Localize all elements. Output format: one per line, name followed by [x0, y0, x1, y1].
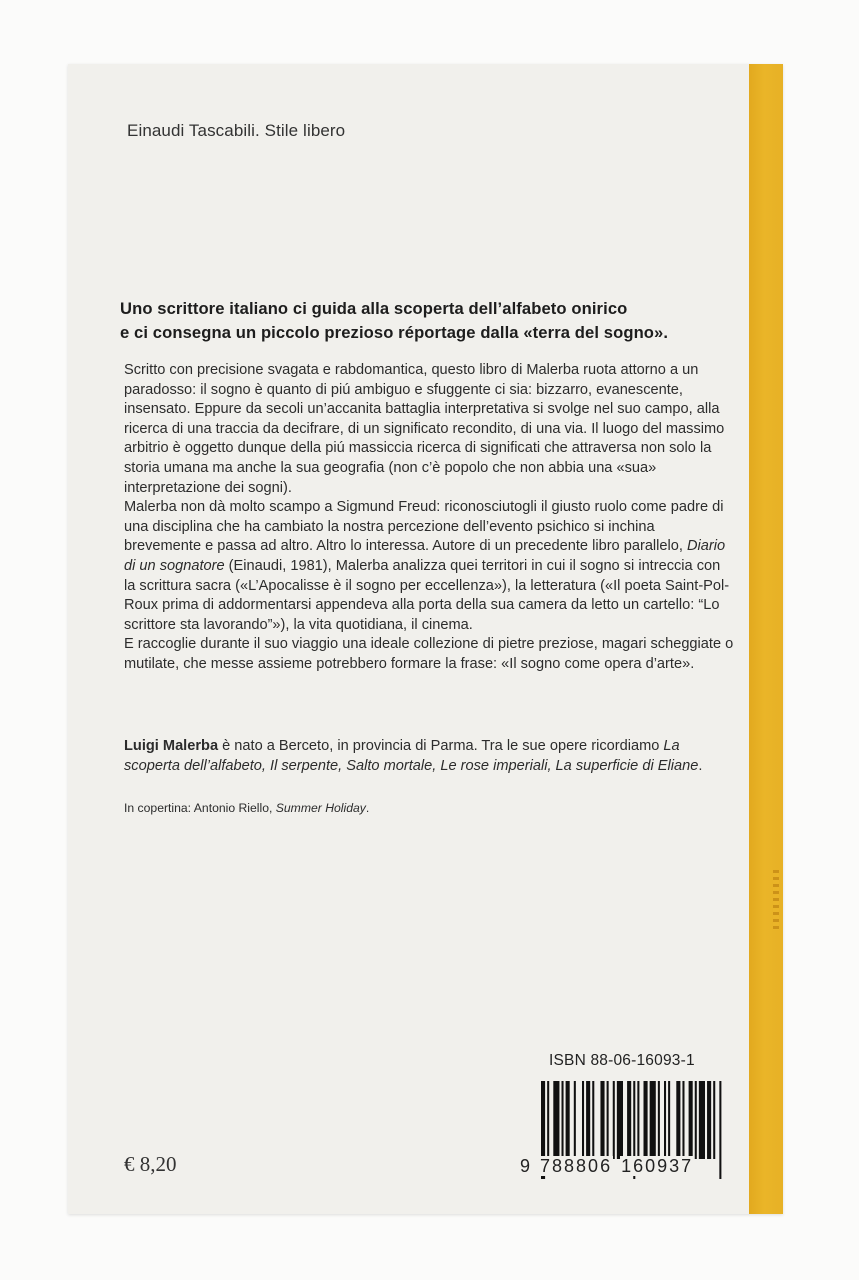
series-name: Einaudi Tascabili. Stile libero	[127, 121, 346, 140]
blurb-paragraph-2	[124, 498, 734, 635]
spine-mark	[773, 870, 779, 930]
barcode-bar	[658, 1081, 660, 1159]
cover-credit-end: .	[365, 801, 370, 815]
barcode-bar	[699, 1081, 705, 1159]
barcode-bar	[586, 1081, 590, 1159]
barcode-bar	[600, 1081, 604, 1159]
headline-line-2: e ci consegna un piccolo prezioso réportage dalla «terra del sogno».	[120, 323, 669, 342]
blurb-headline	[120, 297, 730, 345]
barcode-bar	[562, 1081, 564, 1159]
headline-line-1: Uno scrittore italiano ci guida alla scoperta dell’alfabeto onirico	[120, 299, 628, 318]
barcode-digit-first: 9	[520, 1156, 533, 1176]
cover-credit	[124, 801, 724, 815]
author-name: Luigi Malerba	[124, 738, 219, 754]
book-spine-edge	[749, 64, 783, 1214]
author-bio-text: è nato a Berceto, in provincia di Parma. Tra le sue opere ricordiamo	[218, 738, 664, 754]
barcode-bar	[574, 1081, 576, 1159]
blurb-paragraph-2-part-b: (Einaudi, 1981), Malerba analizza quei territori in cui il sogno si intreccia con la scrittura sacra («L’Apocalisse è il sogno per eccellenza»), la letteratura («Il poeta Saint-Pol-Roux prima di addormentarsi appendeva alla porta della sua camera da letto un cartello: “Lo scrittore sta lavorando”»), la vita quotidiana, il cinema.	[124, 557, 730, 633]
barcode-bar	[547, 1081, 549, 1159]
barcode-bar	[582, 1081, 584, 1159]
blurb-body	[124, 361, 734, 675]
author-bio-end: .	[698, 757, 703, 774]
barcode-bar	[664, 1081, 666, 1159]
isbn-label: ISBN 88-06-16093-1	[549, 1052, 695, 1069]
barcode-bar	[644, 1081, 648, 1159]
book-title-diario: Diario di un sognatore	[124, 538, 726, 574]
barcode-bar	[566, 1081, 570, 1159]
barcode-bar	[592, 1081, 594, 1159]
cover-credit-prefix: In copertina: Antonio Riello,	[124, 801, 276, 815]
blurb-paragraph-1: Scritto con precisione svagata e rabdomantica, questo libro di Malerba ruota attorno a un paradosso: il sogno è quanto di piú ambiguo e sfuggente ci sia: bizzarro, evanescente, insensato. Eppure da secoli un’accanita battaglia interpretativa si svolge nel suo campo, alla ricerca di una traccia da decifrare, di un significato recondito, di una via. Il luogo del massimo arbitrio è oggetto dunque della piú massiccia ricerca di significati che attraversa non solo la storia umana ma anche la sua geografia (non c’è popolo che non abbia una «sua» interpretazione dei sogni).	[124, 362, 725, 496]
barcode-bar	[553, 1081, 559, 1159]
blurb-paragraph-3: E raccoglie durante il suo viaggio una ideale collezione di pietre preziose, magari scheggiate o mutilate, che messe assieme potrebbero formare la frase: «Il sogno come opera d’arte».	[124, 636, 734, 672]
barcode-bar	[676, 1081, 680, 1159]
barcode-group-1: 788806	[540, 1156, 613, 1176]
barcode-bar	[617, 1081, 623, 1159]
barcode-bar	[689, 1081, 693, 1159]
barcode-bar	[719, 1081, 721, 1179]
author-bio	[124, 737, 734, 776]
barcode-digits	[520, 1156, 694, 1177]
barcode-bar	[668, 1081, 670, 1159]
barcode-bar	[650, 1081, 656, 1159]
barcode-bar	[695, 1081, 697, 1159]
author-works: La scoperta dell’alfabeto, Il serpente, Salto mortale, Le rose imperiali, La superficie di Eliane	[124, 738, 699, 774]
barcode-bar	[627, 1081, 631, 1159]
barcode-bar	[613, 1081, 615, 1159]
cover-credit-title: Summer Holiday	[275, 801, 366, 815]
blurb-paragraph-2-part-a: Malerba non dà molto scampo a Sigmund Freud: riconosciutogli il giusto ruolo come padre di una disciplina che ha cambiato la nostra percezione dell’evento psichico si inchina brevemente e passa ad altro. Altro lo interessa. Autore di un precedente libro parallelo,	[124, 499, 724, 555]
barcode-group-2: 160937	[621, 1156, 694, 1176]
barcode-bar	[682, 1081, 684, 1159]
barcode-bar	[637, 1081, 639, 1159]
price: € 8,20	[124, 1152, 177, 1176]
barcode-bar	[607, 1081, 609, 1159]
barcode-bar	[713, 1081, 715, 1159]
barcode-bar	[707, 1081, 711, 1159]
